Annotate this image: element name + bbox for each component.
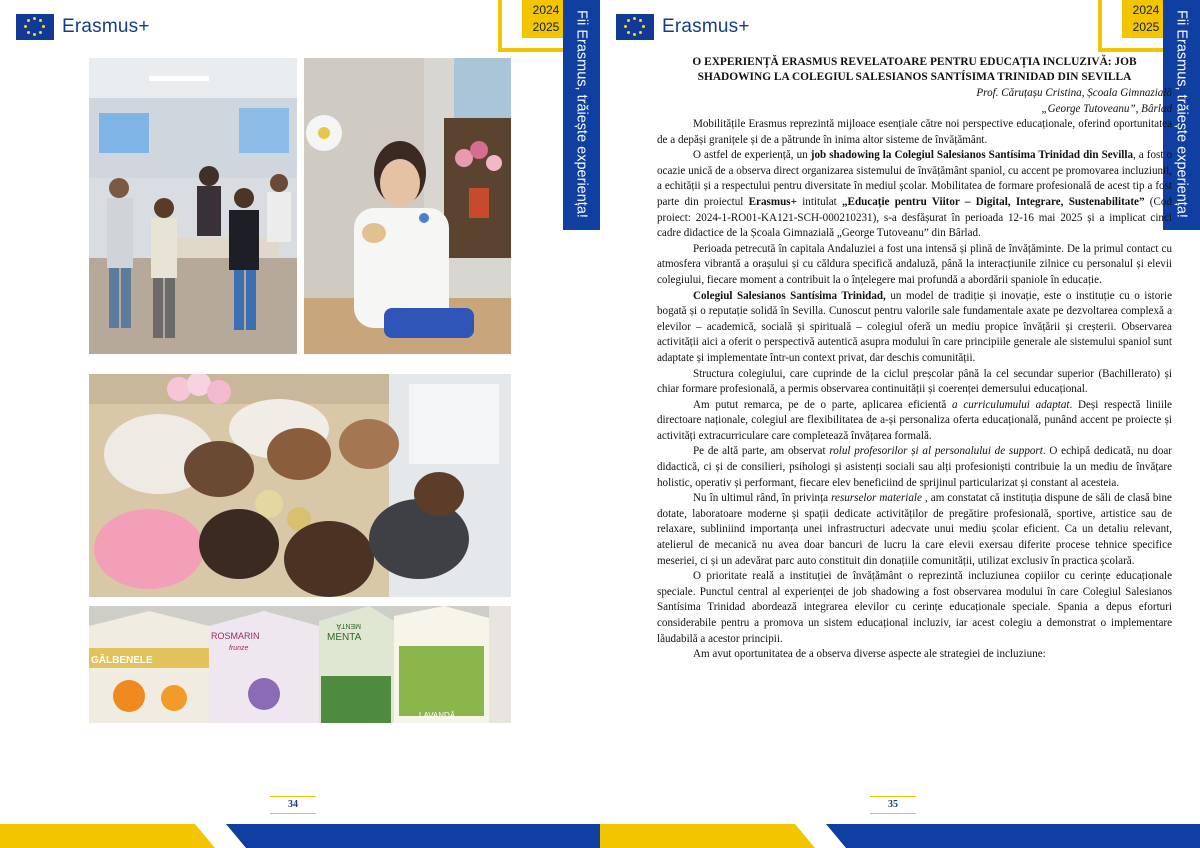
- paragraph-6: Am putut remarca, pe de o parte, aplicarea eficientă a curriculumului adaptat. Deși respectă liniile directoare naționale, colegiul are flexibilitatea de a-și personaliza oferta educațională, punând accent pe proiecte și activități extracurriculare care completează învățarea formală.: [657, 398, 1172, 442]
- calendula-label: GĂLBENELE: [91, 655, 153, 666]
- year-end: 2025: [1132, 20, 1160, 34]
- side-banner-text: Fii Erasmus, trăiește experiența!: [573, 10, 590, 218]
- herbal-tea-boxes-photo: [89, 606, 511, 723]
- paragraph-4: Colegiul Salesianos Santísima Trinidad, un model de tradiție și inovație, este o instituție cu o istorie bogată și o reputație solidă în Sevilla. Cunoscut pentru valorile sale fundamentale axate pe dezvoltarea complexă a elevilor – academică, socială și spirituală – colegiul oferă un mediu propice învățării și creșterii. Observarea activității aici a oferit o perspectivă autentică asupra modului în care principiile generale ale sistemului spaniol sunt adaptate și implementate într-un context privat, dar deschis comunității.: [657, 289, 1172, 364]
- logo-text: Erasmus+: [662, 16, 750, 37]
- paragraph-5: Structura colegiului, care cuprinde de la ciclul preșcolar până la cel secundar superior (Bachillerato) și chiar formare profesională, a permis observarea continuității și coerenței demersului educațional.: [657, 367, 1172, 396]
- year-start: 2024: [1132, 3, 1160, 17]
- side-banner-text: Fii Erasmus, trăiește experiența!: [1173, 10, 1190, 218]
- paragraph-2: O astfel de experiență, un job shadowing la Colegiul Salesianos Santísima Trinidad din Sevilla, a fost o ocazie unică de a observa direct organizarea sistemului de învățământ spaniol, cu accent pe promovarea incluziunii, a echității și a respectului pentru diversitate în mediul școlar. Mobilitatea de formare profesională de acest tip a fost parte din proiectul Erasmus+ intitulat „Educație pentru Viitor – Digital, Integrare, Sustenabilitate” (Cod proiect: 2024-1-RO01-KA121-SCH-000210231), s-a desfășurat în perioada 12-16 mai 2025 și a implicat cinci cadre didactice de la Școala Gimnazială „George Tutoveanu” din Bârlad.: [657, 149, 1172, 240]
- paragraph-3: Perioada petrecută în capitala Andaluziei a fost una intensă și plină de învățăminte. De la primul contact cu atmosfera vibrantă a orașului și cu căldura specifică andaluză, până la interacțiunile zilnice cu personalul și elevii colegiului, fiecare moment a contribuit la o înțelegere mai profundă a abordării spaniole în educație.: [657, 242, 1172, 286]
- paragraph-1: Mobilitățile Erasmus reprezintă mijloace esențiale către noi perspective educaționale, oferind oportunitatea de a depăși granițele și de a pătrunde în inima altor sisteme de învățământ.: [657, 118, 1172, 146]
- year-start: 2024: [532, 3, 560, 17]
- paragraph-8: Nu în ultimul rând, în privința resurselor materiale , am constatat că instituția dispune de săli de clasă bine dotate, laboratoare moderne și spații dedicate activităților de pregătire profesională, sportive, artistice sau de relaxare, subliniind importanța unei infrastructuri adecvate unui mediu școlar eficient. Ca un detaliu relevant, atelierul de mecanică nu avea doar bancuri de lucru la care elevii exersau diferite procese tehnice specifice meseriei, ci și un adevărat parc auto constituit din donațiile comunității, utilizat exclusiv în practica școlară.: [657, 492, 1172, 567]
- year-end: 2025: [532, 20, 560, 34]
- lavender-label: LAVANDĂ: [419, 711, 456, 720]
- side-banner: [563, 0, 600, 230]
- mint-label-2: MENTĂ: [336, 622, 361, 629]
- article: [657, 55, 1172, 663]
- eu-flag-icon: [616, 14, 654, 40]
- paragraph-9: O prioritate reală a instituției de învățământ o reprezintă incluziunea copiilor cu cerințe educaționale speciale. Punctul central al experienței de job shadowing a fost observarea modului în care Colegiul Salesianos Santísima Trinidad abordează integrarea elevilor cu cerințe educaționale speciale. Spania a depus eforturi considerabile pentru a promova un sistem educațional incluziv, iar acest colegiu a demonstrat o implementare lăudabilă a acestor principii.: [657, 570, 1172, 645]
- year-tab: [1098, 0, 1170, 52]
- footer-stripes: [0, 824, 600, 848]
- right-page: [600, 0, 1200, 848]
- girl-seeds-photo: [304, 58, 511, 354]
- erasmus-logo: [616, 14, 750, 40]
- author-line-2: „George Tutoveanu”, Bârlad: [1041, 102, 1172, 115]
- rosemary-label: ROSMARIN: [211, 631, 260, 641]
- logo-text: Erasmus+: [62, 16, 150, 37]
- article-title: O EXPERIENȚĂ ERASMUS REVELATOARE PENTRU EDUCAȚIA INCLUZIVĂ: JOB SHADOWING LA COLEGIUL SALESIANOS SANTÍSIMA TRINIDAD DIN SEVILLA: [692, 56, 1137, 83]
- erasmus-logo: [16, 14, 150, 40]
- children-smelling-herbs-photo: [89, 374, 511, 597]
- mint-label-1: MENTA: [327, 632, 362, 643]
- author-line-1: Prof. Căruțașu Cristina, Școala Gimnazială: [976, 87, 1172, 99]
- rosemary-sub-label: frunze: [229, 645, 249, 652]
- classroom-photo: [89, 58, 297, 354]
- page-number: 35: [870, 796, 916, 814]
- year-tab: [498, 0, 570, 52]
- paragraph-10: Am avut oportunitatea de a observa diverse aspecte ale strategiei de incluziune:: [693, 648, 1046, 661]
- paragraph-7: Pe de altă parte, am observat rolul profesorilor și al personalului de support. O echipă dedicată, nu doar didactică, ci și de consilieri, psihologi și asistenți sociali sau alți profesioniști contribuie la un mediu de învățare holistic, operativ și performant, fiecare elev beneficiind de sprijinul particularizat și constant al acesteia.: [657, 445, 1172, 489]
- eu-flag-icon: [16, 14, 54, 40]
- footer-stripes: [600, 824, 1200, 848]
- page-number: 34: [270, 796, 316, 814]
